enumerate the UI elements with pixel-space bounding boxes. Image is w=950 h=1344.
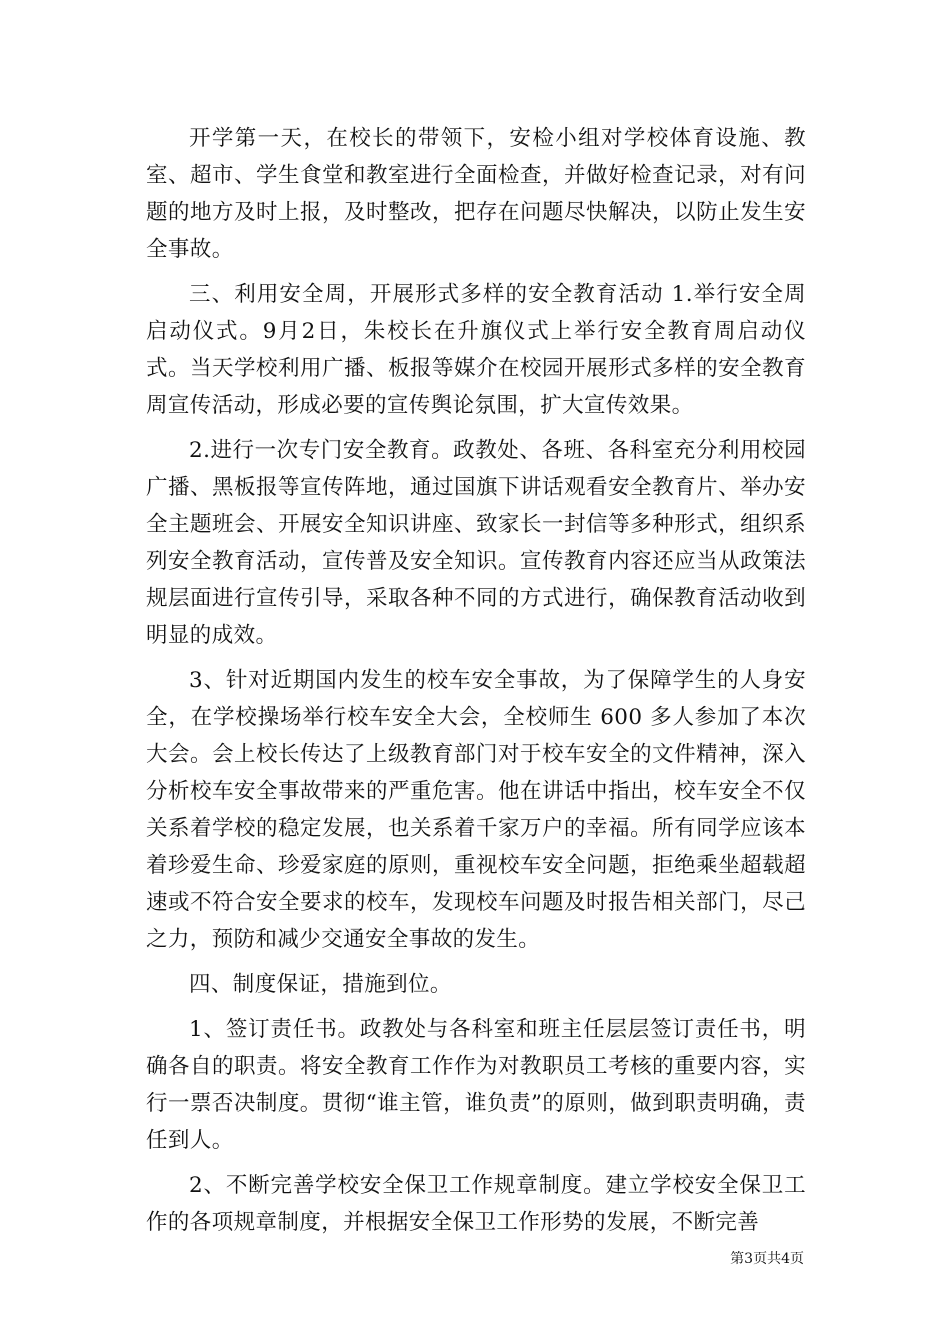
section-heading-system-guarantee: 四、制度保证，措施到位。 xyxy=(189,972,452,997)
paragraph-regulations: 2、不断完善学校安全保卫工作规章制度。建立学校安全保卫工作的各项规章制度，并根据安全保卫工作形势的发展，不断完善 xyxy=(146,1173,806,1235)
paragraph-safety-week: 三、利用安全周，开展形式多样的安全教育活动 1.举行安全周启动仪式。9月2日，朱校长在升旗仪式上举行安全教育周启动仪式。当天学校利用广播、板报等媒介在校园开展形式多样的安全教育周宣传活动，形成必要的宣传舆论氛围，扩大宣传效果。 xyxy=(146,282,806,418)
paragraph-school-bus-meeting: 3、针对近期国内发生的校车安全事故，为了保障学生的人身安全，在学校操场举行校车安全大会，全校师生 600 多人参加了本次大会。会上校长传达了上级教育部门对于校车安全的文件精神，深入分析校车安全事故带来的严重危害。他在讲话中指出，校车安全不仅关系着学校的稳定发展，也关系着千家万户的幸福。所有同学应该本着珍爱生命、珍爱家庭的原则，重视校车安全问题，拒绝乘坐超载超速或不符合安全要求的校车，发现校车问题及时报告相关部门，尽己之力，预防和减少交通安全事故的发生。 xyxy=(146,668,806,952)
page-number: 第3页共4页 xyxy=(730,1251,804,1267)
paragraph-inspection: 开学第一天，在校长的带领下，安检小组对学校体育设施、教室、超市、学生食堂和教室进行全面检查，并做好检查记录，对有问题的地方及时上报，及时整改，把存在问题尽快解决，以防止发生安全事故。 xyxy=(146,126,806,262)
paragraph-special-education: 2.进行一次专门安全教育。政教处、各班、各科室充分利用校园广播、黑板报等宣传阵地，通过国旗下讲话观看安全教育片、举办安全主题班会、开展安全知识讲座、致家长一封信等多种形式，组织系列安全教育活动，宣传普及安全知识。宣传教育内容还应当从政策法规层面进行宣传引导，采取各种不同的方式进行，确保教育活动收到明显的成效。 xyxy=(146,438,806,648)
paragraph-responsibility: 1、签订责任书。政教处与各科室和班主任层层签订责任书，明确各自的职责。将安全教育工作作为对教职员工考核的重要内容，实行一票否决制度。贯彻“谁主管，谁负责”的原则，做到职责明确，责任到人。 xyxy=(146,1017,806,1153)
document-body xyxy=(146,120,806,1249)
